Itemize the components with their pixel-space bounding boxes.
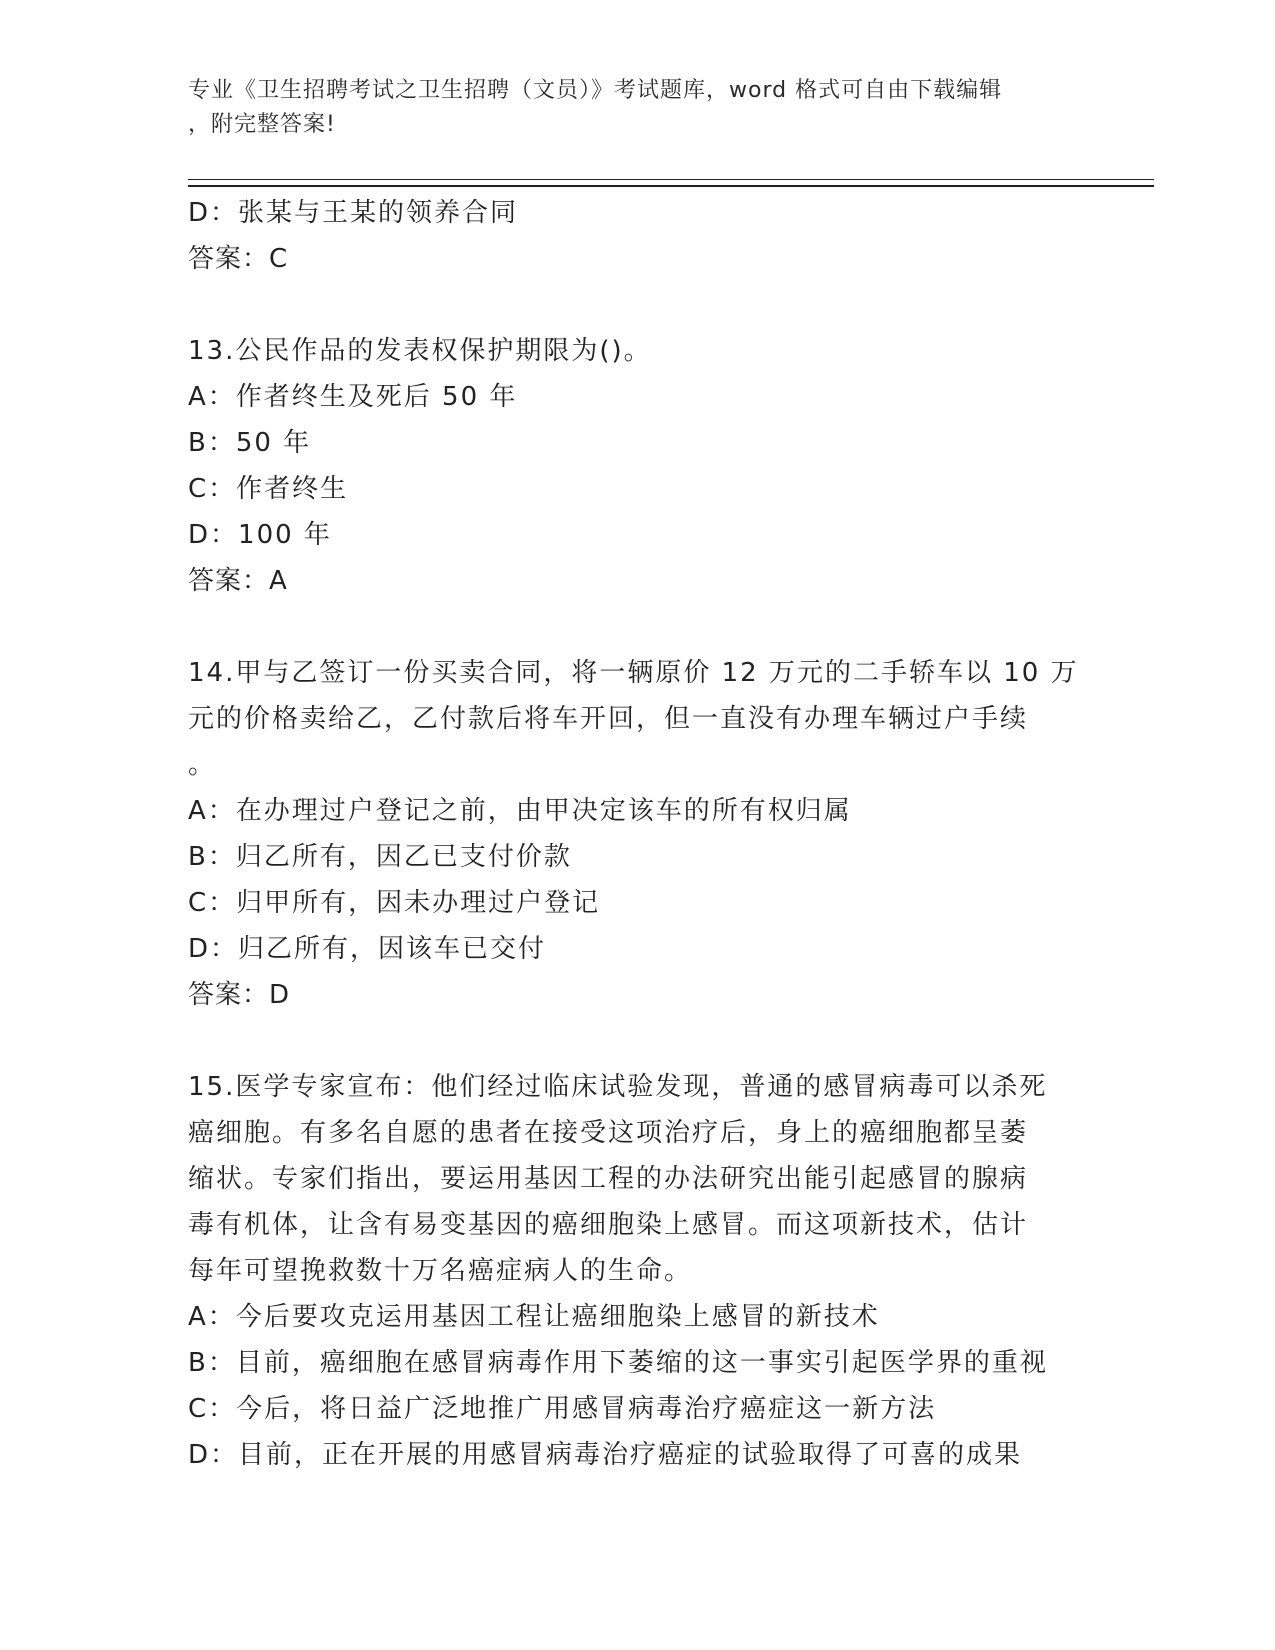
question-stem-line: 14.甲与乙签订一份买卖合同，将一辆原价 12 万元的二手轿车以 10 万 — [188, 658, 1079, 688]
question-stem-line: 癌细胞。有多名自愿的患者在接受这项治疗后，身上的癌细胞都呈萎 — [188, 1118, 1029, 1148]
document-body — [188, 190, 1108, 1478]
question-stem-line: 15.医学专家宣布：他们经过临床试验发现，普通的感冒病毒可以杀死 — [188, 1072, 1048, 1102]
spacer — [188, 1018, 1108, 1064]
question-stem-line: 每年可望挽救数十万名癌症病人的生命。 — [188, 1256, 693, 1286]
question-stem: 13.公民作品的发表权保护期限为()。 — [188, 336, 652, 366]
spacer — [188, 604, 1108, 650]
answer-line: 答案：A — [188, 566, 288, 596]
option-d: D：张某与王某的领养合同 — [188, 198, 519, 228]
option-c: C：今后，将日益广泛地推广用感冒病毒治疗癌症这一新方法 — [188, 1394, 937, 1424]
option-d: D：100 年 — [188, 520, 332, 550]
header-line-2: ，附完整答案! — [188, 112, 336, 137]
question-13 — [188, 328, 1108, 604]
document-header — [188, 74, 1088, 142]
answer-line: 答案：D — [188, 980, 291, 1010]
header-line-1: 专业《卫生招聘考试之卫生招聘（文员）》考试题库，word 格式可自由下载编辑 — [188, 78, 1003, 103]
question-14 — [188, 650, 1108, 1018]
option-b: B：目前，癌细胞在感冒病毒作用下萎缩的这一事实引起医学界的重视 — [188, 1348, 1048, 1378]
question-stem-line: 缩状。专家们指出，要运用基因工程的办法研究出能引起感冒的腺病 — [188, 1164, 1029, 1194]
header-divider — [188, 179, 1154, 187]
option-a: A：作者终生及死后 50 年 — [188, 382, 518, 412]
previous-question-tail — [188, 190, 1108, 282]
question-stem-line: 毒有机体，让含有易变基因的癌细胞染上感冒。而这项新技术，估计 — [188, 1210, 1029, 1240]
option-d: D：目前，正在开展的用感冒病毒治疗癌症的试验取得了可喜的成果 — [188, 1440, 1023, 1470]
question-stem-line: 。 — [188, 750, 217, 780]
option-c: C：归甲所有，因未办理过户登记 — [188, 888, 601, 918]
answer-line: 答案：C — [188, 244, 289, 274]
option-b: B：50 年 — [188, 428, 312, 458]
option-d: D：归乙所有，因该车已交付 — [188, 934, 547, 964]
option-b: B：归乙所有，因乙已支付价款 — [188, 842, 572, 872]
option-a: A：在办理过户登记之前，由甲决定该车的所有权归属 — [188, 796, 852, 826]
option-a: A：今后要攻克运用基因工程让癌细胞染上感冒的新技术 — [188, 1302, 880, 1332]
question-15 — [188, 1064, 1108, 1478]
question-stem-line: 元的价格卖给乙，乙付款后将车开回，但一直没有办理车辆过户手续 — [188, 704, 1029, 734]
option-c: C：作者终生 — [188, 474, 349, 504]
spacer — [188, 282, 1108, 328]
